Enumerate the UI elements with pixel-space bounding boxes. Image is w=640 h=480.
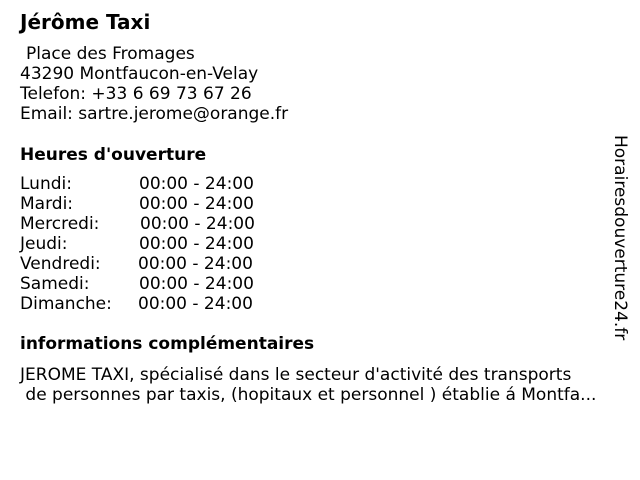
opening-hours-heading: Heures d'ouverture xyxy=(20,145,207,165)
time-range: 00:00 - 24:00 xyxy=(139,234,254,254)
hours-row-friday xyxy=(20,254,320,274)
hours-row-sunday xyxy=(20,294,320,314)
time-range: 00:00 - 24:00 xyxy=(138,294,253,314)
additional-info-heading: informations complémentaires xyxy=(20,334,315,354)
day-label: Jeudi: xyxy=(20,234,68,254)
phone-number: Telefon: +33 6 69 73 67 26 xyxy=(20,84,252,104)
email-address: Email: sartre.jerome@orange.fr xyxy=(20,104,289,124)
address-city: 43290 Montfaucon-en-Velay xyxy=(20,64,259,84)
site-watermark: Horairesdouverture24.fr xyxy=(610,135,630,341)
day-label: Dimanche: xyxy=(20,294,112,314)
description-line-2: de personnes par taxis, (hopitaux et personnel ) établie á Montfa... xyxy=(20,385,597,405)
hours-row-thursday xyxy=(20,234,320,254)
hours-row-saturday xyxy=(20,274,320,294)
time-range: 00:00 - 24:00 xyxy=(140,214,255,234)
day-label: Vendredi: xyxy=(20,254,101,274)
description-line-1: JEROME TAXI, spécialisé dans le secteur d'activité des transports xyxy=(20,365,572,385)
time-range: 00:00 - 24:00 xyxy=(139,194,254,214)
day-label: Mardi: xyxy=(20,194,74,214)
hours-row-tuesday xyxy=(20,194,320,214)
day-label: Samedi: xyxy=(20,274,90,294)
hours-row-wednesday xyxy=(20,214,320,234)
address-street: Place des Fromages xyxy=(26,44,195,64)
day-label: Mercredi: xyxy=(20,214,100,234)
business-name: Jérôme Taxi xyxy=(20,10,151,34)
day-label: Lundi: xyxy=(20,174,72,194)
opening-hours-table xyxy=(20,174,320,314)
time-range: 00:00 - 24:00 xyxy=(139,274,254,294)
time-range: 00:00 - 24:00 xyxy=(139,174,254,194)
time-range: 00:00 - 24:00 xyxy=(138,254,253,274)
hours-row-monday xyxy=(20,174,320,194)
